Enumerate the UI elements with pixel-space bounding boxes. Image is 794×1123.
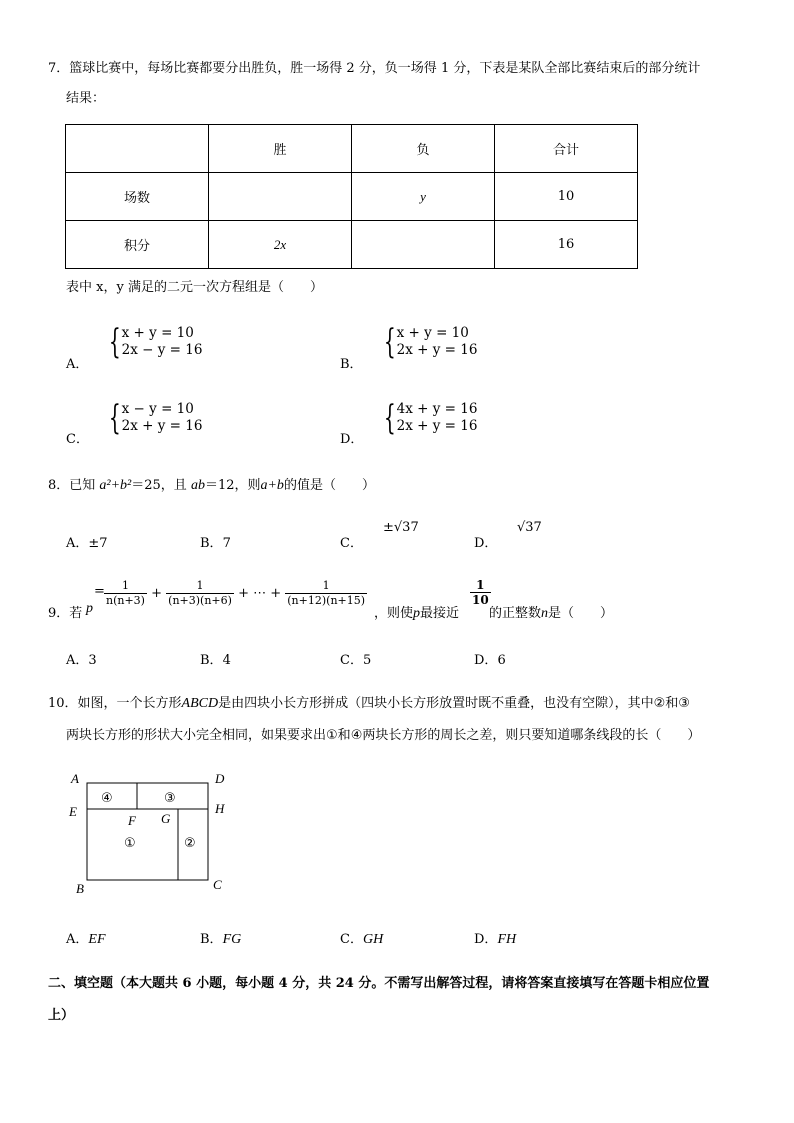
q8-expr-ab: ab: [190, 478, 205, 493]
q10-text: 是由四块小长方形拼成（四块小长方形放置时既不重叠，也没有空隙），其中: [218, 696, 654, 711]
table-row: [66, 221, 638, 269]
table-cell: 负: [352, 125, 495, 173]
option-label: C．: [340, 653, 363, 668]
option-text: FG: [222, 932, 242, 947]
section2-heading-line1: 二、填空题（本大题共 6 小题，每小题 4 分，共 24 分。不需写出解答过程，请将答案直接填写在答题卡相应位置: [48, 976, 710, 991]
option-label: B．: [200, 932, 223, 947]
table-cell: [66, 125, 209, 173]
option-label: C．: [340, 932, 363, 947]
option-label: D．: [340, 432, 364, 447]
q8-text: ＝25，且: [131, 478, 191, 493]
q10-text: 两块长方形的形状大小完全相同，如果要求出: [66, 728, 327, 743]
fraction-numerator: 1: [322, 579, 330, 592]
q8-expr-apb: a+b: [260, 478, 284, 493]
option-label: D．: [474, 653, 498, 668]
q8-option-d-label: D．: [474, 536, 498, 551]
q10-text: 两块长方形的周长之差，则只要知道哪条线段的长（ ）: [362, 728, 701, 743]
q9-option-d: [474, 649, 506, 668]
q10-rect-name: ABCD: [181, 696, 219, 711]
q9-text: 的正整数: [489, 606, 542, 621]
q10-option-d: [474, 928, 516, 948]
fraction: [166, 579, 234, 608]
fraction-numerator: 1: [476, 578, 485, 592]
q9-fraction-one-tenth: [470, 578, 491, 607]
region-label-3: ③: [164, 791, 176, 806]
q10-option-a: [66, 928, 106, 948]
q8-text: 的值是（ ）: [283, 478, 375, 493]
option-label: D．: [474, 932, 498, 947]
equation: x − y = 10: [121, 401, 194, 417]
fraction-denominator: 10: [472, 593, 489, 607]
q9-text-mid: [374, 602, 459, 622]
q9-option-a: [66, 649, 97, 668]
q10-rectangle-figure: [60, 765, 240, 900]
plus-sign: +: [151, 586, 163, 601]
equation: x + y = 10: [396, 325, 469, 341]
vertex-label-h: H: [215, 801, 225, 816]
fraction-denominator: (n+3)(n+6): [168, 594, 232, 607]
fraction-denominator: n(n+3): [106, 594, 145, 607]
fraction-denominator: (n+12)(n+15): [287, 594, 366, 607]
option-label: A．: [66, 653, 89, 668]
q10-option-b: [200, 928, 241, 948]
q10-text: 10．如图，一个长方形: [48, 696, 182, 711]
fraction-numerator: 1: [121, 579, 129, 592]
q8-stem: [48, 474, 375, 494]
option-label: C．: [66, 432, 89, 447]
table-cell: 2x: [209, 221, 352, 269]
table-cell: 10: [495, 173, 638, 221]
table-cell: 积分: [66, 221, 209, 269]
q9-number: 9．若: [48, 606, 83, 621]
q8-number: 8．已知: [48, 478, 100, 493]
q9-var-n: n: [541, 606, 549, 621]
option-text: 5: [362, 653, 372, 668]
q8-option-c-label: C．: [340, 536, 363, 551]
table-cell: 合计: [495, 125, 638, 173]
q9-sum-expression: [104, 579, 367, 608]
brace-icon: {: [383, 322, 396, 362]
q7-stem-line2: 结果：: [66, 91, 106, 106]
table-cell: 场数: [66, 173, 209, 221]
option-label: A．: [66, 932, 89, 947]
q7-stats-table: [65, 124, 638, 269]
q7-option-a-system: [104, 322, 203, 362]
q9-text-tail: [489, 602, 613, 622]
q7-follow-text: 表中 x，y 满足的二元一次方程组是（ ）: [66, 280, 323, 295]
q10-stem-line2: [66, 724, 700, 743]
q8-expr-a2b2: a²+b²: [99, 478, 132, 493]
option-text: FH: [497, 932, 517, 947]
q10-region-ref: ②: [653, 696, 666, 711]
q8-option-c-text: ±√37: [383, 520, 419, 535]
table-row: [66, 125, 638, 173]
option-text: EF: [88, 932, 106, 947]
fraction: [104, 579, 147, 608]
ellipsis-term: + ⋯ +: [238, 586, 282, 601]
q9-var-p: p: [413, 606, 421, 621]
equation: 2x + y = 16: [396, 342, 478, 358]
fraction: [285, 579, 367, 608]
q10-region-ref: ④: [350, 728, 363, 743]
q9-text: 最接近: [420, 606, 460, 621]
vertex-label-c: C: [213, 877, 222, 892]
option-label: A．: [66, 536, 89, 551]
option-text: GH: [362, 932, 384, 947]
table-cell: [209, 173, 352, 221]
option-text: ±7: [88, 536, 108, 551]
fraction-numerator: 1: [196, 579, 204, 592]
option-label: B．: [340, 357, 363, 372]
option-text: 4: [222, 653, 231, 668]
vertex-label-e: E: [69, 804, 77, 819]
q8-option-b: [200, 532, 231, 551]
q10-stem-line1: [48, 692, 690, 712]
equation: 2x + y = 16: [121, 418, 203, 434]
q10-region-ref: ③: [678, 696, 690, 711]
q7-stem-line1: 7．篮球比赛中，每场比赛都要分出胜负，胜一场得 2 分，负一场得 1 分，下表是某队全部比赛结束后的部分统计: [48, 61, 701, 76]
q9-text: 是（ ）: [548, 606, 614, 621]
vertex-label-a: A: [71, 771, 79, 786]
q10-region-ref: ①: [326, 728, 338, 743]
equation: 4x + y = 16: [396, 401, 478, 417]
q8-option-a: [66, 532, 108, 551]
brace-icon: {: [383, 398, 396, 438]
q7-option-d-system: [379, 398, 478, 438]
table-row: [66, 173, 638, 221]
option-label: A．: [66, 357, 89, 372]
brace-icon: {: [108, 398, 121, 438]
table-cell: [352, 221, 495, 269]
vertex-label-d: D: [215, 771, 225, 786]
table-cell: 16: [495, 221, 638, 269]
q10-text: 和: [665, 696, 679, 711]
q8-option-d-text: √37: [517, 520, 542, 535]
vertex-label-b: B: [76, 881, 84, 896]
section2-heading-line2: 上）: [48, 1008, 75, 1023]
q10-option-c: [340, 928, 383, 948]
q7-option-b-system: [379, 322, 478, 362]
q9-equals: =: [94, 584, 105, 599]
table-cell: 胜: [209, 125, 352, 173]
table-cell: y: [352, 173, 495, 221]
region-label-1: ①: [124, 836, 136, 851]
q7-option-c-system: [104, 398, 203, 438]
option-text: 3: [88, 653, 97, 668]
point-label-f: F: [128, 813, 136, 828]
point-label-g: G: [161, 811, 171, 826]
fraction: [470, 578, 491, 607]
region-label-4: ④: [101, 791, 113, 806]
region-label-2: ②: [184, 836, 196, 851]
option-label: B．: [200, 536, 223, 551]
equation: 2x − y = 16: [121, 342, 203, 358]
q9-var-p: p: [86, 601, 93, 616]
q9-text: ，则使: [374, 606, 414, 621]
q9-option-b: [200, 649, 231, 668]
equation: 2x + y = 16: [396, 418, 478, 434]
q8-text: ＝12，则: [204, 478, 261, 493]
option-text: 6: [497, 653, 506, 668]
q9-option-c: [340, 649, 371, 668]
equation: x + y = 10: [121, 325, 194, 341]
option-label: B．: [200, 653, 223, 668]
brace-icon: {: [108, 322, 121, 362]
option-text: 7: [222, 536, 231, 551]
q10-text: 和: [337, 728, 351, 743]
